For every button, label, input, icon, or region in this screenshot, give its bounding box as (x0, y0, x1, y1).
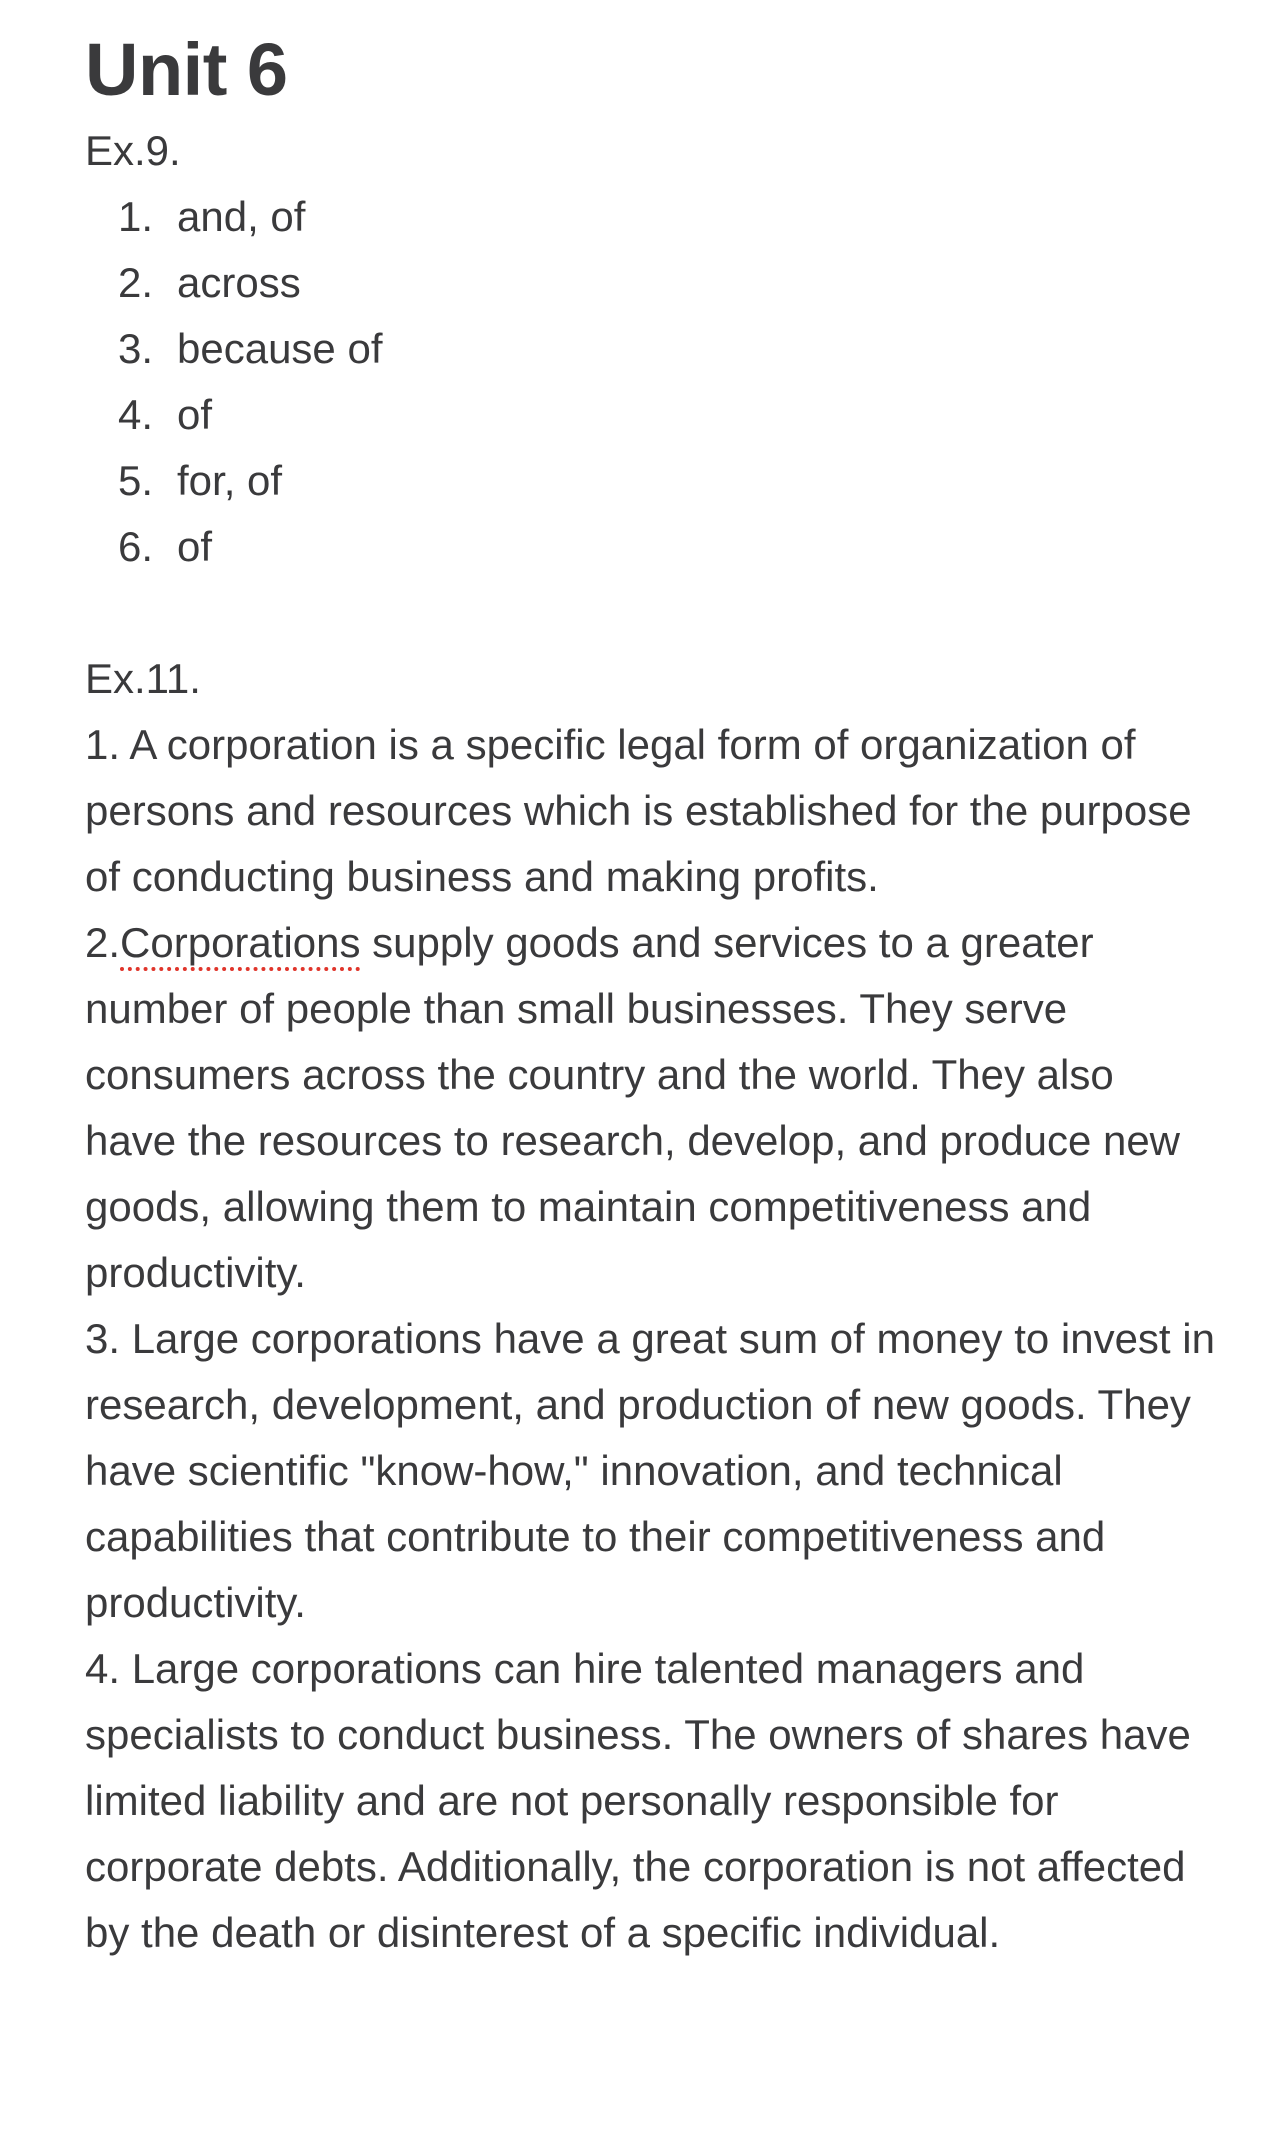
ex9-answer-list (85, 184, 1215, 580)
ex11-answer-2[interactable] (85, 910, 1215, 1306)
list-item[interactable] (85, 250, 1215, 316)
note-title[interactable]: Unit 6 (85, 28, 288, 111)
list-item-number: 1. (117, 193, 153, 240)
list-item-text[interactable]: for, of (177, 457, 283, 504)
list-item[interactable] (85, 316, 1215, 382)
list-item-text[interactable]: and, of (177, 193, 306, 240)
ex11-answer-4[interactable]: 4. Large corporations can hire talented managers and specialists to conduct business. The owners of shares have limited liability and are not personally responsible for corporate debts. Additionally, the corporation is not affected by the death or disinterest of a specific individual. (85, 1645, 1191, 1956)
ex11-heading[interactable]: Ex.11. (85, 655, 201, 702)
list-item-number: 6. (117, 523, 153, 570)
list-item-text[interactable]: of (177, 391, 213, 438)
note-content[interactable] (85, 22, 1215, 1966)
list-item-text[interactable]: because of (177, 325, 383, 372)
list-item-number: 2. (117, 259, 153, 306)
ex11-answer-1[interactable]: 1. A corporation is a specific legal form of organization of persons and resources which is established for the purpose of conducting business and making profits. (85, 721, 1192, 900)
list-item-text[interactable]: of (177, 523, 213, 570)
list-item[interactable] (85, 448, 1215, 514)
ex11-answer-2-number: 2. (85, 919, 121, 966)
list-item-text[interactable]: across (177, 259, 301, 306)
blank-line[interactable] (85, 580, 1215, 646)
note-body[interactable] (85, 118, 1215, 1966)
ex11-answer-2-text: supply goods and services to a greater number of people than small businesses. They serve consumers across the country and the world. They also have the resources to research, develop, and produce new goods, allowing them to maintain competitiveness and productivity. (85, 919, 1181, 1296)
list-item-number: 5. (117, 457, 153, 504)
list-item-number: 4. (117, 391, 153, 438)
ex9-heading[interactable]: Ex.9. (85, 127, 181, 174)
misspelled-word[interactable]: Corporations (120, 919, 361, 966)
list-item-number: 3. (117, 325, 153, 372)
list-item[interactable] (85, 382, 1215, 448)
list-item[interactable] (85, 184, 1215, 250)
list-item[interactable] (85, 514, 1215, 580)
ex11-answer-3[interactable]: 3. Large corporations have a great sum of money to invest in research, development, and production of new goods. They have scientific "know-how," innovation, and technical capabilities that contribute to their competitiveness and productivity. (85, 1315, 1215, 1626)
